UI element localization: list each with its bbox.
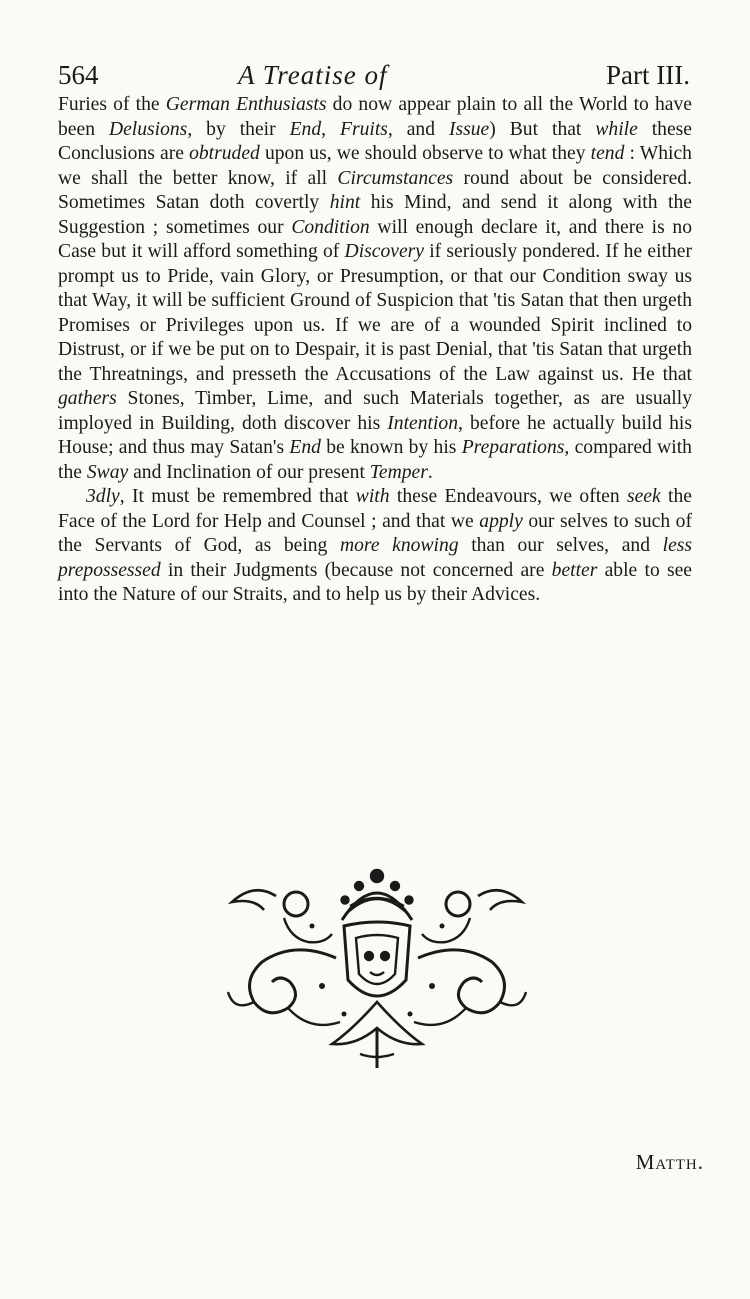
text-run: , and	[387, 118, 449, 140]
italic-run: Sway	[86, 461, 129, 483]
italic-run: Intention	[387, 412, 459, 434]
text-run: these Endeavours, we often	[389, 486, 627, 507]
crowned-cherub-ornament-icon	[224, 862, 530, 1072]
italic-run: End	[289, 437, 321, 458]
italic-run: hint	[329, 192, 361, 213]
text-run: his Mind, and send it along with the Suggestion ; sometimes our	[58, 192, 692, 238]
italic-run: Issue	[448, 118, 490, 140]
italic-run: better	[551, 559, 598, 581]
text-run: round about be considered. Sometimes Satan doth covertly	[58, 167, 692, 213]
text-run: .	[427, 461, 433, 483]
text-run: these Conclusions are	[58, 118, 692, 164]
text-run: will enough declare it, and there is no Case but it will afford something of	[58, 216, 692, 262]
body-text	[58, 93, 692, 608]
italic-run: gathers	[58, 388, 117, 409]
italic-run: Discovery	[344, 241, 424, 262]
text-run: and Inclination of our present	[128, 461, 370, 483]
paragraph	[58, 93, 692, 485]
italic-run: Condition	[291, 216, 370, 238]
italic-run: while	[595, 118, 638, 140]
italic-run: more knowing	[339, 535, 459, 556]
text-run: : Which we shall the better know, if all	[58, 143, 692, 189]
text-run: ,	[321, 118, 340, 140]
italic-run: Fruits	[339, 118, 388, 140]
text-run: if seriously pondered. If he either prompt us to Pride, vain Glory, or Presumption, or that our Condition sway us that Way, it will be sufficient Ground of Suspicion that 'tis Satan that then urgeth Promises or Privileges upon us. If we are of a wounded Spirit inclined to Distrust, or if we be put on to Despair, it is past Denial, that 'tis Satan that urgeth the Threatnings, and presseth the Accusations of the Law against us. He that	[58, 241, 692, 385]
text-run: than our selves, and	[458, 535, 663, 556]
text-run: , by their	[187, 118, 290, 140]
text-run: , before he actually build his House; and thus may Satan's	[58, 412, 692, 458]
italic-run: End	[289, 118, 322, 140]
text-run: Stones, Timber, Lime, and such Materials together, as are usually imployed in Building, doth discover his	[58, 388, 692, 434]
text-run: be known by his	[320, 437, 462, 458]
italic-run: Circumstances	[337, 167, 454, 189]
paragraph	[58, 485, 692, 608]
italic-run: Preparations	[461, 437, 565, 458]
text-run: upon us, we should observe to what they	[259, 143, 591, 164]
text-run: , It must be remembred that	[119, 486, 356, 507]
text-run: in their Judgments (because not concerned are	[160, 559, 552, 581]
catchword: Matth.	[635, 1150, 704, 1174]
italic-run: with	[355, 486, 390, 507]
italic-run: Delusions	[108, 118, 188, 140]
italic-run: Temper	[369, 461, 428, 483]
text-run: do now appear plain to all the World to have been	[58, 94, 692, 140]
text-run: our selves to such of the Servants of God, as being	[58, 510, 692, 556]
italic-run: 3dly	[86, 486, 120, 507]
italic-run: less prepossessed	[58, 535, 693, 581]
running-head	[58, 58, 690, 92]
text-run: Furies of the	[58, 94, 166, 115]
text-run: able to see into the Nature of our Straits, and to help us by their Advices.	[58, 559, 693, 605]
text-run: , compared with the	[58, 437, 692, 483]
running-title: A Treatise of	[238, 60, 388, 90]
italic-run: obtruded	[189, 143, 260, 164]
text-run: the Face of the Lord for Help and Counsel ; and that we	[58, 486, 692, 532]
page-number: 564	[58, 60, 99, 90]
italic-run: German Enthusiasts	[165, 94, 327, 115]
part-label: Part III.	[606, 60, 690, 90]
italic-run: tend	[590, 143, 625, 164]
text-run: ) But that	[489, 118, 596, 140]
italic-run: apply	[479, 510, 523, 532]
italic-run: seek	[626, 486, 661, 507]
